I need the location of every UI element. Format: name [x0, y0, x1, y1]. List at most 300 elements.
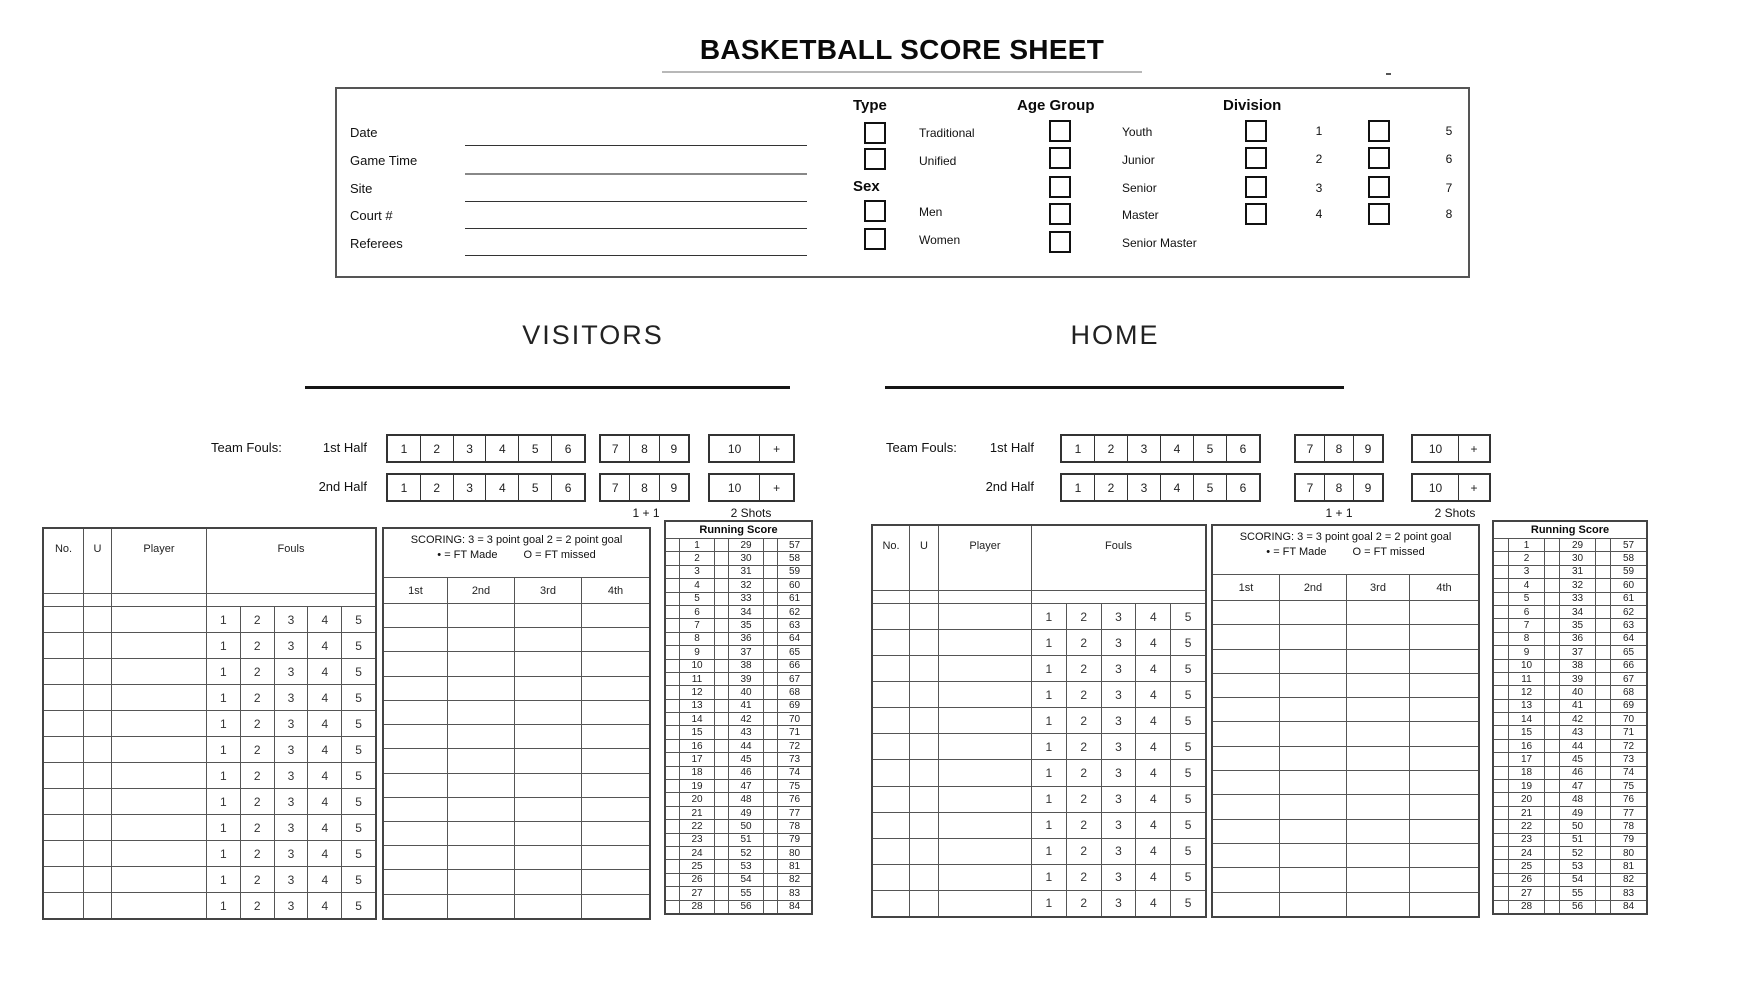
running-score-num-visitors-1[interactable]: 1: [680, 539, 715, 551]
running-score-num-home-63[interactable]: 63: [1622, 620, 1635, 632]
scoring-cell-home-r4-2nd[interactable]: [1280, 674, 1347, 697]
running-score-mark-visitors-r7-c2[interactable]: [715, 619, 729, 631]
running-score-num-home-75[interactable]: 75: [1622, 780, 1635, 792]
scoring-cell-home-r13-1st[interactable]: [1213, 893, 1280, 916]
running-score-mark-home-r18-c2[interactable]: [1545, 767, 1560, 779]
team-fouls-home-half1-cell-7[interactable]: 7: [1306, 441, 1314, 456]
running-score-num-home-13[interactable]: 13: [1509, 700, 1545, 712]
running-score-num-visitors-34[interactable]: 34: [729, 606, 764, 618]
division-1-checkbox[interactable]: [1245, 120, 1267, 142]
team-fouls-visitors-half2-cell-+[interactable]: +: [759, 475, 793, 500]
foul-5-home-r4[interactable]: 5: [1170, 682, 1205, 707]
running-score-num-home-70[interactable]: 70: [1622, 713, 1635, 725]
running-score-num-visitors-41[interactable]: 41: [729, 700, 764, 712]
team-fouls-visitors-half2-cell-8[interactable]: 8: [629, 475, 658, 500]
roster-cell-player-visitors-r11[interactable]: [112, 867, 207, 892]
roster-cell-no-visitors-r9[interactable]: [44, 815, 84, 840]
running-score-mark-home-r13-c3[interactable]: [1596, 700, 1611, 712]
running-score-mark-visitors-r4-c1[interactable]: [666, 579, 680, 591]
foul-3-home-r12[interactable]: 3: [1101, 891, 1136, 916]
running-score-mark-visitors-r22-c1[interactable]: [666, 820, 680, 832]
running-score-mark-home-r2-c2[interactable]: [1545, 552, 1560, 564]
foul-5-home-r3[interactable]: 5: [1170, 656, 1205, 681]
scoring-cell-visitors-r4-4th[interactable]: [582, 677, 649, 700]
running-score-mark-home-r8-c3[interactable]: [1596, 633, 1611, 645]
running-score-mark-home-r15-c3[interactable]: [1596, 726, 1611, 738]
foul-1-home-r8[interactable]: 1: [1045, 792, 1053, 807]
roster-cell-u-home-r12[interactable]: [910, 891, 939, 916]
scoring-cell-home-r10-2nd[interactable]: [1280, 820, 1347, 843]
team-fouls-home-half1-cell-9[interactable]: 9: [1353, 436, 1382, 461]
running-score-mark-visitors-r24-c2[interactable]: [715, 847, 729, 859]
foul-3-home-r2[interactable]: 3: [1101, 630, 1136, 655]
running-score-mark-visitors-r6-c2[interactable]: [715, 606, 729, 618]
foul-4-home-r7[interactable]: 4: [1135, 760, 1170, 785]
running-score-mark-home-r19-c1[interactable]: [1494, 780, 1509, 792]
roster-cell-u-visitors-r5[interactable]: [84, 711, 112, 736]
running-score-num-home-2[interactable]: 2: [1509, 552, 1545, 564]
running-score-mark-home-r4-c2[interactable]: [1545, 579, 1560, 591]
foul-1-home-r9[interactable]: 1: [1045, 818, 1053, 833]
running-score-mark-visitors-r1-c2[interactable]: [715, 539, 729, 551]
running-score-num-visitors-32[interactable]: 32: [729, 579, 764, 591]
scoring-cell-home-r13-4th[interactable]: [1410, 893, 1478, 916]
running-score-num-visitors-23[interactable]: 23: [680, 834, 715, 846]
running-score-num-visitors-40[interactable]: 40: [729, 686, 764, 698]
foul-5-home-r9[interactable]: 5: [1170, 813, 1205, 838]
foul-4-home-r12[interactable]: 4: [1135, 891, 1170, 916]
running-score-num-home-51[interactable]: 51: [1560, 834, 1596, 846]
running-score-num-home-65[interactable]: 65: [1622, 646, 1635, 658]
running-score-mark-home-r10-c2[interactable]: [1545, 660, 1560, 672]
running-score-mark-visitors-r23-c1[interactable]: [666, 834, 680, 846]
roster-cell-player-home-r8[interactable]: [939, 787, 1032, 812]
roster-cell-u-visitors-r3[interactable]: [84, 659, 112, 684]
scoring-cell-visitors-r2-4th[interactable]: [582, 628, 649, 651]
running-score-mark-visitors-r25-c2[interactable]: [715, 860, 729, 872]
running-score-num-home-21[interactable]: 21: [1509, 807, 1545, 819]
running-score-num-home-30[interactable]: 30: [1560, 552, 1596, 564]
scoring-cell-visitors-r8-4th[interactable]: [582, 774, 649, 797]
running-score-num-home-62[interactable]: 62: [1622, 606, 1635, 618]
running-score-num-visitors-8[interactable]: 8: [680, 633, 715, 645]
running-score-mark-visitors-r8-c2[interactable]: [715, 633, 729, 645]
roster-cell-player-visitors-r7[interactable]: [112, 763, 207, 788]
running-score-mark-visitors-r16-c1[interactable]: [666, 740, 680, 752]
foul-5-visitors-r11[interactable]: 5: [341, 867, 375, 892]
scoring-cell-visitors-r13-4th[interactable]: [582, 895, 649, 918]
foul-3-visitors-r1[interactable]: 3: [274, 607, 308, 632]
foul-2-home-r9[interactable]: 2: [1066, 813, 1101, 838]
foul-5-visitors-r2[interactable]: 5: [341, 633, 375, 658]
running-score-mark-home-r12-c2[interactable]: [1545, 686, 1560, 698]
running-score-num-visitors-9[interactable]: 9: [680, 646, 715, 658]
division-3-checkbox[interactable]: [1245, 176, 1267, 198]
running-score-num-visitors-62[interactable]: 62: [788, 606, 801, 618]
foul-5-home-r5[interactable]: 5: [1170, 708, 1205, 733]
scoring-cell-home-r9-1st[interactable]: [1213, 795, 1280, 818]
running-score-mark-home-r22-c2[interactable]: [1545, 820, 1560, 832]
foul-1-visitors-r8[interactable]: 1: [220, 794, 227, 809]
running-score-mark-home-r11-c3[interactable]: [1596, 673, 1611, 685]
running-score-num-visitors-4[interactable]: 4: [680, 579, 715, 591]
age-junior-checkbox[interactable]: [1049, 147, 1071, 169]
roster-cell-no-visitors-r4[interactable]: [44, 685, 84, 710]
running-score-num-home-33[interactable]: 33: [1560, 593, 1596, 605]
running-score-num-visitors-68[interactable]: 68: [788, 686, 801, 698]
foul-1-home-r2[interactable]: 1: [1045, 635, 1053, 650]
running-score-mark-visitors-r18-c3[interactable]: [764, 767, 778, 779]
team-fouls-visitors-half2-cell-9[interactable]: 9: [659, 475, 688, 500]
running-score-mark-visitors-r6-c1[interactable]: [666, 606, 680, 618]
division-8-checkbox[interactable]: [1368, 203, 1390, 225]
roster-cell-u-home-r9[interactable]: [910, 813, 939, 838]
foul-5-visitors-r9[interactable]: 5: [341, 815, 375, 840]
running-score-num-home-29[interactable]: 29: [1560, 539, 1596, 551]
running-score-num-visitors-39[interactable]: 39: [729, 673, 764, 685]
roster-cell-no-visitors-r5[interactable]: [44, 711, 84, 736]
running-score-mark-home-r20-c2[interactable]: [1545, 793, 1560, 805]
roster-cell-u-visitors-r6[interactable]: [84, 737, 112, 762]
scoring-cell-visitors-r9-3rd[interactable]: [515, 798, 582, 821]
running-score-num-visitors-79[interactable]: 79: [788, 834, 801, 846]
running-score-num-visitors-14[interactable]: 14: [680, 713, 715, 725]
running-score-mark-home-r25-c2[interactable]: [1545, 860, 1560, 872]
scoring-cell-visitors-r6-1st[interactable]: [384, 725, 448, 748]
foul-4-home-r10[interactable]: 4: [1135, 839, 1170, 864]
roster-cell-u-home-r6[interactable]: [910, 734, 939, 759]
age-youth-checkbox[interactable]: [1049, 120, 1071, 142]
running-score-num-visitors-65[interactable]: 65: [788, 646, 801, 658]
foul-4-visitors-r10[interactable]: 4: [307, 841, 341, 866]
team-fouls-home-half2-cell-8[interactable]: 8: [1324, 475, 1353, 500]
scoring-cell-home-r13-2nd[interactable]: [1280, 893, 1347, 916]
roster-spacer-cell-visitors[interactable]: [112, 594, 207, 606]
scoring-cell-home-r6-4th[interactable]: [1410, 722, 1478, 745]
running-score-mark-visitors-r3-c2[interactable]: [715, 566, 729, 578]
scoring-cell-home-r11-3rd[interactable]: [1347, 844, 1410, 867]
foul-5-home-r10[interactable]: 5: [1170, 839, 1205, 864]
running-score-num-visitors-21[interactable]: 21: [680, 807, 715, 819]
team-fouls-home-half2-cell-9[interactable]: 9: [1353, 475, 1382, 500]
foul-3-home-r10[interactable]: 3: [1101, 839, 1136, 864]
scoring-cell-home-r1-1st[interactable]: [1213, 601, 1280, 624]
running-score-mark-visitors-r7-c3[interactable]: [764, 619, 778, 631]
scoring-cell-home-r3-1st[interactable]: [1213, 650, 1280, 673]
scoring-cell-visitors-r8-1st[interactable]: [384, 774, 448, 797]
running-score-num-home-83[interactable]: 83: [1622, 887, 1635, 899]
scoring-cell-home-r2-3rd[interactable]: [1347, 625, 1410, 648]
scoring-cell-home-r2-4th[interactable]: [1410, 625, 1478, 648]
foul-3-visitors-r3[interactable]: 3: [274, 659, 308, 684]
running-score-num-visitors-59[interactable]: 59: [788, 566, 801, 578]
running-score-mark-home-r11-c2[interactable]: [1545, 673, 1560, 685]
running-score-num-visitors-64[interactable]: 64: [788, 633, 801, 645]
running-score-num-visitors-11[interactable]: 11: [680, 673, 715, 685]
running-score-mark-visitors-r21-c1[interactable]: [666, 807, 680, 819]
foul-2-home-r10[interactable]: 2: [1066, 839, 1101, 864]
running-score-num-home-58[interactable]: 58: [1622, 553, 1635, 565]
running-score-num-visitors-24[interactable]: 24: [680, 847, 715, 859]
running-score-mark-home-r9-c1[interactable]: [1494, 646, 1509, 658]
team-fouls-home-half1-cell-10[interactable]: 10: [1428, 441, 1443, 456]
foul-5-visitors-r5[interactable]: 5: [341, 711, 375, 736]
running-score-num-visitors-44[interactable]: 44: [729, 740, 764, 752]
team-fouls-visitors-half1-cell-4[interactable]: 4: [485, 436, 518, 461]
foul-4-visitors-r2[interactable]: 4: [307, 633, 341, 658]
team-fouls-home-half1-cell-5[interactable]: 5: [1193, 436, 1226, 461]
running-score-num-home-41[interactable]: 41: [1560, 700, 1596, 712]
running-score-mark-visitors-r23-c3[interactable]: [764, 834, 778, 846]
foul-4-home-r6[interactable]: 4: [1135, 734, 1170, 759]
running-score-mark-visitors-r27-c2[interactable]: [715, 887, 729, 899]
foul-2-home-r5[interactable]: 2: [1066, 708, 1101, 733]
foul-1-visitors-r9[interactable]: 1: [220, 820, 227, 835]
running-score-mark-visitors-r14-c1[interactable]: [666, 713, 680, 725]
running-score-num-home-39[interactable]: 39: [1560, 673, 1596, 685]
scoring-cell-home-r10-4th[interactable]: [1410, 820, 1478, 843]
running-score-mark-home-r24-c2[interactable]: [1545, 847, 1560, 859]
foul-2-home-r8[interactable]: 2: [1066, 787, 1101, 812]
foul-4-visitors-r1[interactable]: 4: [307, 607, 341, 632]
running-score-num-home-5[interactable]: 5: [1509, 593, 1545, 605]
running-score-mark-home-r22-c1[interactable]: [1494, 820, 1509, 832]
foul-3-visitors-r8[interactable]: 3: [274, 789, 308, 814]
foul-4-visitors-r9[interactable]: 4: [307, 815, 341, 840]
scoring-cell-visitors-r9-4th[interactable]: [582, 798, 649, 821]
running-score-mark-visitors-r25-c1[interactable]: [666, 860, 680, 872]
scoring-cell-home-r8-2nd[interactable]: [1280, 771, 1347, 794]
running-score-mark-home-r26-c2[interactable]: [1545, 874, 1560, 886]
scoring-cell-visitors-r2-3rd[interactable]: [515, 628, 582, 651]
running-score-mark-home-r23-c1[interactable]: [1494, 834, 1509, 846]
team-fouls-visitors-half2-cell-4[interactable]: 4: [485, 475, 518, 500]
running-score-num-home-56[interactable]: 56: [1560, 901, 1596, 913]
scoring-cell-home-r8-3rd[interactable]: [1347, 771, 1410, 794]
foul-1-home-r1[interactable]: 1: [1045, 609, 1053, 624]
running-score-mark-visitors-r20-c2[interactable]: [715, 793, 729, 805]
scoring-cell-visitors-r5-3rd[interactable]: [515, 701, 582, 724]
running-score-mark-home-r17-c2[interactable]: [1545, 753, 1560, 765]
scoring-cell-home-r8-1st[interactable]: [1213, 771, 1280, 794]
roster-cell-u-home-r4[interactable]: [910, 682, 939, 707]
running-score-mark-home-r27-c1[interactable]: [1494, 887, 1509, 899]
running-score-mark-visitors-r11-c3[interactable]: [764, 673, 778, 685]
foul-4-home-r2[interactable]: 4: [1135, 630, 1170, 655]
sex-men-checkbox[interactable]: [864, 200, 886, 222]
roster-cell-player-visitors-r12[interactable]: [112, 893, 207, 918]
running-score-num-home-76[interactable]: 76: [1622, 794, 1635, 806]
running-score-num-visitors-26[interactable]: 26: [680, 874, 715, 886]
running-score-num-home-25[interactable]: 25: [1509, 860, 1545, 872]
running-score-num-home-71[interactable]: 71: [1622, 727, 1635, 739]
team-fouls-visitors-half2-cell-1[interactable]: 1: [400, 480, 408, 495]
roster-cell-u-home-r3[interactable]: [910, 656, 939, 681]
running-score-mark-home-r14-c1[interactable]: [1494, 713, 1509, 725]
roster-spacer-cell-home[interactable]: [939, 591, 1032, 603]
running-score-num-home-37[interactable]: 37: [1560, 646, 1596, 658]
roster-cell-no-home-r4[interactable]: [873, 682, 910, 707]
foul-1-visitors-r4[interactable]: 1: [220, 690, 227, 705]
scoring-cell-visitors-r10-2nd[interactable]: [448, 822, 515, 845]
team-fouls-visitors-half2-cell-5[interactable]: 5: [518, 475, 551, 500]
scoring-cell-home-r8-4th[interactable]: [1410, 771, 1478, 794]
running-score-num-home-4[interactable]: 4: [1509, 579, 1545, 591]
running-score-num-visitors-7[interactable]: 7: [680, 619, 715, 631]
running-score-num-home-17[interactable]: 17: [1509, 753, 1545, 765]
running-score-num-home-6[interactable]: 6: [1509, 606, 1545, 618]
scoring-cell-home-r1-4th[interactable]: [1410, 601, 1478, 624]
team-fouls-visitors-half1-cell-5[interactable]: 5: [518, 436, 551, 461]
scoring-cell-visitors-r3-4th[interactable]: [582, 652, 649, 675]
running-score-mark-visitors-r22-c3[interactable]: [764, 820, 778, 832]
running-score-mark-visitors-r7-c1[interactable]: [666, 619, 680, 631]
running-score-mark-home-r11-c1[interactable]: [1494, 673, 1509, 685]
running-score-num-visitors-18[interactable]: 18: [680, 767, 715, 779]
foul-2-home-r12[interactable]: 2: [1066, 891, 1101, 916]
foul-5-home-r8[interactable]: 5: [1170, 787, 1205, 812]
running-score-mark-home-r6-c2[interactable]: [1545, 606, 1560, 618]
roster-cell-u-visitors-r11[interactable]: [84, 867, 112, 892]
roster-cell-u-visitors-r8[interactable]: [84, 789, 112, 814]
running-score-num-visitors-81[interactable]: 81: [788, 861, 801, 873]
scoring-cell-home-r11-1st[interactable]: [1213, 844, 1280, 867]
roster-cell-player-visitors-r9[interactable]: [112, 815, 207, 840]
running-score-mark-home-r23-c2[interactable]: [1545, 834, 1560, 846]
running-score-num-visitors-27[interactable]: 27: [680, 887, 715, 899]
running-score-mark-home-r6-c3[interactable]: [1596, 606, 1611, 618]
foul-4-home-r8[interactable]: 4: [1135, 787, 1170, 812]
running-score-mark-home-r15-c2[interactable]: [1545, 726, 1560, 738]
running-score-mark-home-r25-c1[interactable]: [1494, 860, 1509, 872]
running-score-num-home-69[interactable]: 69: [1622, 700, 1635, 712]
running-score-mark-home-r16-c2[interactable]: [1545, 740, 1560, 752]
running-score-mark-visitors-r14-c3[interactable]: [764, 713, 778, 725]
running-score-num-home-46[interactable]: 46: [1560, 767, 1596, 779]
roster-cell-player-visitors-r1[interactable]: [112, 607, 207, 632]
running-score-mark-visitors-r16-c2[interactable]: [715, 740, 729, 752]
foul-2-visitors-r3[interactable]: 2: [240, 659, 274, 684]
scoring-cell-home-r3-2nd[interactable]: [1280, 650, 1347, 673]
foul-3-home-r6[interactable]: 3: [1101, 734, 1136, 759]
running-score-mark-home-r24-c1[interactable]: [1494, 847, 1509, 859]
division-4-checkbox[interactable]: [1245, 203, 1267, 225]
foul-2-visitors-r9[interactable]: 2: [240, 815, 274, 840]
foul-2-visitors-r4[interactable]: 2: [240, 685, 274, 710]
team-fouls-home-half1-cell-6[interactable]: 6: [1226, 436, 1259, 461]
running-score-num-home-22[interactable]: 22: [1509, 820, 1545, 832]
foul-2-visitors-r6[interactable]: 2: [240, 737, 274, 762]
running-score-num-visitors-31[interactable]: 31: [729, 566, 764, 578]
running-score-mark-visitors-r28-c3[interactable]: [764, 901, 778, 913]
roster-spacer-cell-home[interactable]: [873, 591, 910, 603]
foul-3-home-r3[interactable]: 3: [1101, 656, 1136, 681]
running-score-num-home-1[interactable]: 1: [1509, 539, 1545, 551]
roster-cell-player-home-r3[interactable]: [939, 656, 1032, 681]
scoring-cell-visitors-r5-4th[interactable]: [582, 701, 649, 724]
roster-cell-u-home-r5[interactable]: [910, 708, 939, 733]
team-fouls-visitors-half2-cell-3[interactable]: 3: [453, 475, 486, 500]
foul-1-visitors-r10[interactable]: 1: [220, 846, 227, 861]
foul-2-visitors-r8[interactable]: 2: [240, 789, 274, 814]
running-score-mark-home-r10-c3[interactable]: [1596, 660, 1611, 672]
roster-cell-u-visitors-r4[interactable]: [84, 685, 112, 710]
foul-1-home-r11[interactable]: 1: [1045, 870, 1053, 885]
running-score-num-visitors-84[interactable]: 84: [788, 901, 801, 913]
scoring-cell-home-r10-1st[interactable]: [1213, 820, 1280, 843]
running-score-mark-home-r8-c2[interactable]: [1545, 633, 1560, 645]
running-score-mark-home-r26-c3[interactable]: [1596, 874, 1611, 886]
running-score-mark-home-r24-c3[interactable]: [1596, 847, 1611, 859]
running-score-num-visitors-25[interactable]: 25: [680, 860, 715, 872]
roster-spacer-cell-visitors[interactable]: [84, 594, 112, 606]
running-score-num-home-27[interactable]: 27: [1509, 887, 1545, 899]
running-score-num-visitors-33[interactable]: 33: [729, 593, 764, 605]
foul-5-visitors-r10[interactable]: 5: [341, 841, 375, 866]
scoring-cell-visitors-r6-4th[interactable]: [582, 725, 649, 748]
roster-spacer-cell-visitors[interactable]: [44, 594, 84, 606]
running-score-num-home-44[interactable]: 44: [1560, 740, 1596, 752]
roster-cell-player-home-r6[interactable]: [939, 734, 1032, 759]
foul-3-visitors-r2[interactable]: 3: [274, 633, 308, 658]
running-score-num-visitors-37[interactable]: 37: [729, 646, 764, 658]
team-fouls-home-half2-cell-1[interactable]: 1: [1074, 480, 1082, 495]
roster-cell-no-visitors-r10[interactable]: [44, 841, 84, 866]
team-name-input-line-visitors[interactable]: [305, 386, 790, 389]
roster-cell-player-visitors-r3[interactable]: [112, 659, 207, 684]
running-score-mark-visitors-r17-c1[interactable]: [666, 753, 680, 765]
roster-cell-player-visitors-r4[interactable]: [112, 685, 207, 710]
running-score-num-visitors-48[interactable]: 48: [729, 793, 764, 805]
running-score-num-visitors-6[interactable]: 6: [680, 606, 715, 618]
scoring-cell-visitors-r2-1st[interactable]: [384, 628, 448, 651]
team-fouls-home-half2-cell-2[interactable]: 2: [1094, 475, 1127, 500]
running-score-mark-visitors-r10-c1[interactable]: [666, 660, 680, 672]
running-score-num-home-12[interactable]: 12: [1509, 686, 1545, 698]
running-score-mark-home-r6-c1[interactable]: [1494, 606, 1509, 618]
foul-4-visitors-r5[interactable]: 4: [307, 711, 341, 736]
running-score-num-visitors-56[interactable]: 56: [729, 901, 764, 913]
running-score-num-home-82[interactable]: 82: [1622, 874, 1635, 886]
foul-1-visitors-r6[interactable]: 1: [220, 742, 227, 757]
running-score-mark-visitors-r18-c1[interactable]: [666, 767, 680, 779]
age-senior-checkbox[interactable]: [1049, 176, 1071, 198]
team-fouls-home-half2-cell-10[interactable]: 10: [1428, 480, 1443, 495]
running-score-mark-visitors-r21-c2[interactable]: [715, 807, 729, 819]
scoring-cell-visitors-r3-2nd[interactable]: [448, 652, 515, 675]
running-score-mark-visitors-r20-c3[interactable]: [764, 793, 778, 805]
running-score-num-home-53[interactable]: 53: [1560, 860, 1596, 872]
running-score-num-home-26[interactable]: 26: [1509, 874, 1545, 886]
roster-cell-no-home-r11[interactable]: [873, 865, 910, 890]
running-score-num-visitors-30[interactable]: 30: [729, 552, 764, 564]
running-score-num-visitors-51[interactable]: 51: [729, 834, 764, 846]
running-score-num-visitors-77[interactable]: 77: [788, 807, 801, 819]
running-score-num-visitors-80[interactable]: 80: [788, 847, 801, 859]
scoring-cell-home-r2-1st[interactable]: [1213, 625, 1280, 648]
running-score-mark-home-r13-c2[interactable]: [1545, 700, 1560, 712]
roster-cell-player-home-r1[interactable]: [939, 604, 1032, 629]
running-score-mark-home-r28-c3[interactable]: [1596, 901, 1611, 913]
roster-spacer-cell-visitors[interactable]: [207, 594, 375, 606]
running-score-mark-home-r12-c1[interactable]: [1494, 686, 1509, 698]
foul-1-visitors-r1[interactable]: 1: [220, 612, 227, 627]
foul-3-visitors-r9[interactable]: 3: [274, 815, 308, 840]
roster-cell-player-home-r10[interactable]: [939, 839, 1032, 864]
roster-cell-u-home-r2[interactable]: [910, 630, 939, 655]
scoring-cell-home-r11-2nd[interactable]: [1280, 844, 1347, 867]
scoring-cell-visitors-r4-2nd[interactable]: [448, 677, 515, 700]
